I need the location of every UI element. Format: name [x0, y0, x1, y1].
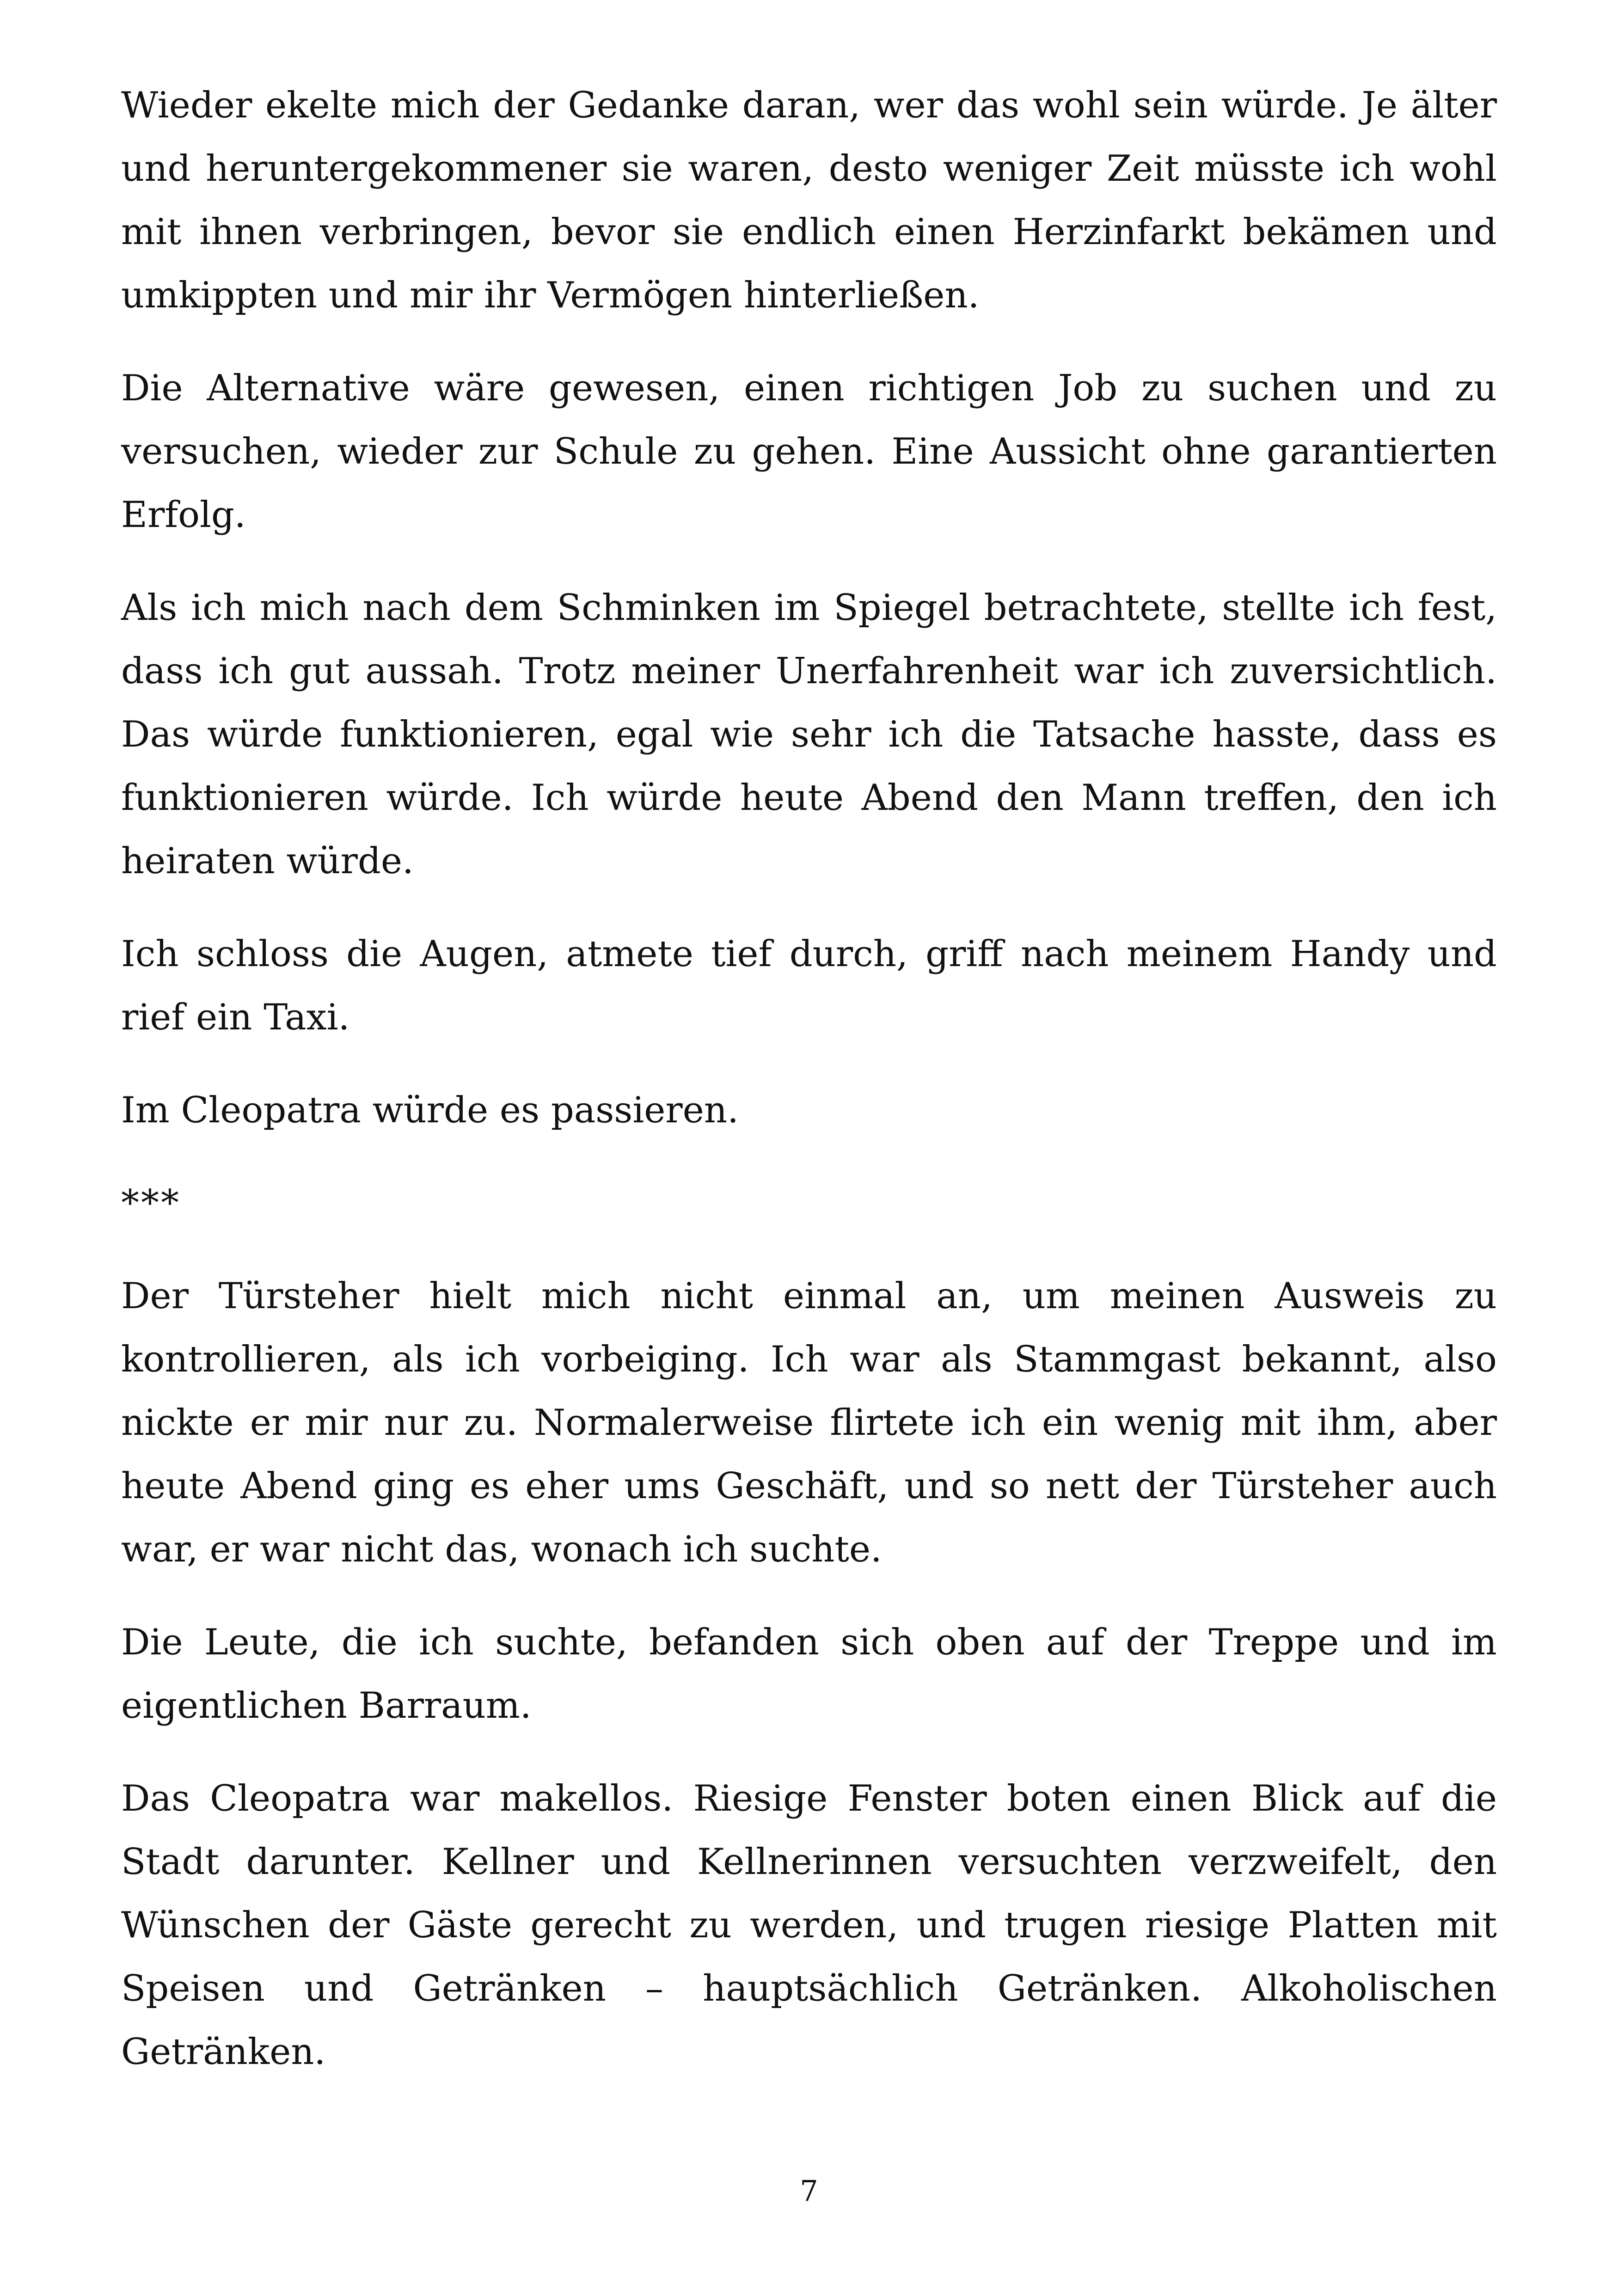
section-break: *** — [121, 1182, 181, 1224]
paragraph-2: Die Alternative wäre gewesen, einen richtigen Job zu suchen und zu versuchen, wieder zur Schule zu gehen. Eine Aussicht ohne garantierten Erfolg. — [121, 367, 1497, 536]
paragraph-4: Ich schloss die Augen, atmete tief durch, griff nach meinem Handy und rief ein Taxi. — [121, 933, 1497, 1038]
paragraph-6: Der Türsteher hielt mich nicht einmal an, um meinen Ausweis zu kontrollieren, als ich vorbeiging. Ich war als Stammgast bekannt, also nickte er mir nur zu. Normalerweise flirtete ich ein wenig mit ihm, aber heute Abend ging es eher ums Geschäft, und so nett der Türsteher auch war, er war nicht das, wonach ich suchte. — [121, 1275, 1497, 1570]
paragraph-8: Das Cleopatra war makellos. Riesige Fenster boten einen Blick auf die Stadt darunter. Kellner und Kellnerinnen versuchten verzweifelt, den Wünschen der Gäste gerecht zu werden, und trugen riesige Platten mit Speisen und Getränken – hauptsächlich Getränken. Alkoholischen Getränken. — [121, 1778, 1497, 2073]
paragraph-3: Als ich mich nach dem Schminken im Spiegel betrachtete, stellte ich fest, dass ich gut aussah. Trotz meiner Unerfahrenheit war ich zuversichtlich. Das würde funktionieren, egal wie sehr ich die Tatsache hasste, dass es funktionieren würde. Ich würde heute Abend den Mann treffen, den ich heiraten würde. — [121, 587, 1497, 882]
paragraph-7: Die Leute, die ich suchte, befanden sich oben auf der Treppe und im eigentlichen Barraum. — [121, 1622, 1497, 1727]
paragraph-5: Im Cleopatra würde es passieren. — [121, 1090, 739, 1131]
paragraph-1: Wieder ekelte mich der Gedanke daran, wer das wohl sein würde. Je älter und heruntergekommener sie waren, desto weniger Zeit müsste ich wohl mit ihnen verbringen, bevor sie endlich einen Herzinfarkt bekämen und umkippten und mir ihr Vermögen hinterließen. — [121, 85, 1497, 316]
page-number: 7 — [800, 2174, 818, 2208]
body-text — [121, 74, 1497, 2113]
